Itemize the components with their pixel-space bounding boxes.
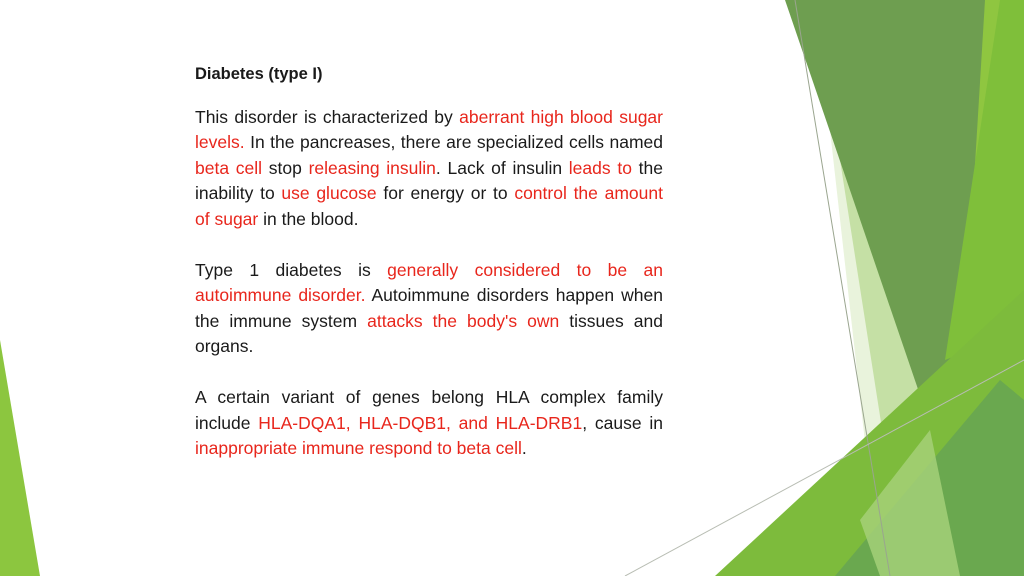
body-text: for energy or to [376, 183, 515, 204]
highlighted-text: generally considered to be an autoimmune disorder. [195, 259, 663, 306]
highlighted-text: leads to [568, 157, 632, 178]
highlighted-text: use glucose [281, 183, 377, 204]
paragraph-2 [195, 258, 663, 360]
body-text: in the blood. [258, 208, 359, 229]
body-text: , cause in [582, 412, 663, 433]
body-text: In the pancreases, there are specialized cells named [244, 132, 663, 153]
highlighted-text: beta cell [195, 157, 263, 178]
body-text: Autoimmune disorders happen when the immune system [195, 285, 663, 331]
highlighted-text: HLA-DQA1, HLA-DQB1, and HLA-DRB1 [258, 412, 583, 433]
slide-content [195, 62, 663, 487]
left-green-sliver [0, 340, 40, 576]
body-text: the inability to [195, 157, 663, 204]
body-text: . Lack of insulin [435, 157, 569, 178]
body-text: Type 1 diabetes is [195, 259, 388, 280]
body-text: tissues and organs. [195, 310, 664, 357]
highlighted-text: inappropriate immune respond to beta cell [195, 438, 522, 459]
highlighted-text: control the amount of sugar [195, 183, 663, 229]
highlighted-text: aberrant high blood sugar levels. [195, 106, 663, 153]
paragraph-3 [195, 385, 663, 462]
body-text: This disorder is characterized by [195, 106, 460, 127]
slide-title: Diabetes (type I) [195, 65, 323, 83]
body-text: stop [262, 157, 309, 178]
body-text: . [521, 438, 527, 459]
highlighted-text: attacks the body's own [367, 310, 560, 331]
highlighted-text: releasing insulin [308, 157, 436, 178]
paragraph-1 [195, 105, 663, 233]
body-text: A certain variant of genes belong HLA complex family include [195, 386, 663, 433]
